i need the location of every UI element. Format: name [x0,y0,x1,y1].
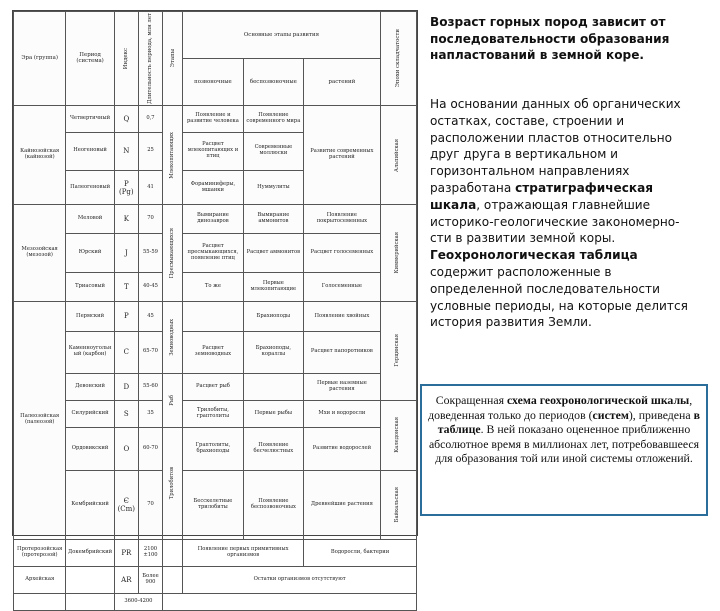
stage-cell [163,567,183,594]
period-cell: Палеогеновый [66,170,114,205]
table-row [14,205,417,233]
period-cell: Триасовый [66,273,114,301]
folding-cell: Каледонская [380,400,416,470]
era-cell: Протерозойская (протерозой) [14,540,66,567]
table-row [14,301,417,332]
plants-cell: Расцвет голосеменных [304,233,381,273]
vertebrates-cell [183,301,243,332]
period-cell [66,594,114,610]
era-cell: Архейская [14,567,66,594]
period-cell: Докембрийский [66,540,114,567]
invertebrates-cell: Брахиоподы [243,301,303,332]
index-cell: O [114,427,138,470]
plants-cell: Появление хвойных [304,301,381,332]
caption-box [420,384,708,516]
folding-cell: Альпийская [380,105,416,204]
vertebrates-cell: Фораминиферы, мшанки [183,170,243,205]
period-cell [66,567,114,594]
caption-term-scheme: схема геохронологической шкалы [506,393,690,407]
index-cell: T [114,273,138,301]
vertebrates-cell: Расцвет земноводных [183,332,243,373]
plants-cell: Расцвет папоротников [304,332,381,373]
vertebrates-cell: Появление и развитие человека [183,105,243,132]
header-invertebrates: беспозвоночные [243,58,303,105]
header-period: Период (система) [66,12,114,106]
caption-text-4: . В ней показано оцененное приближенно абсолютное время в миллионах лет, потребовавшееся для образования той или иной системы отложений. [428,422,700,466]
header-plants: растений [304,58,381,105]
duration-cell: Более 900 [138,567,162,594]
stage-cell: Трилобитов [163,427,183,540]
period-cell: Неогеновый [66,133,114,171]
table-row [14,233,417,273]
index-cell: D [114,373,138,400]
duration-cell: 70 [138,205,162,233]
vertebrates-cell: Расцвет пресмыкающихся, появление птиц [183,233,243,273]
index-cell: P [114,301,138,332]
duration-cell: 2100 ±100 [138,540,162,567]
stage-cell: Млекопитающих [163,105,183,204]
vertebrates-cell: Расцвет рыб [183,373,243,400]
stage-cell: Земноводных [163,301,183,373]
vertebrates-cell: Появление первых примитивных организмов [183,540,304,567]
duration-cell: 41 [138,170,162,205]
footer-duration-cell: 3600-4200 [114,594,162,610]
invertebrates-cell: Нуммулиты [243,170,303,205]
index-cell: N [114,133,138,171]
body-text-3: содержит расположенные в определенной последовательности условные периоды, на которые делится история развития Земли. [430,264,688,330]
folding-cell: Киммерийская [380,205,416,301]
period-cell: Пермский [66,301,114,332]
invertebrates-cell: Первые млекопитающие [243,273,303,301]
period-cell: Силурийский [66,400,114,427]
caption-term-systems: систем [592,407,629,422]
caption-text-1: Сокращенная [435,393,505,407]
duration-cell: 60-70 [138,427,162,470]
duration-cell: 40-45 [138,273,162,301]
index-cell: Є (Cm) [114,470,138,539]
invertebrates-cell: Брахиоподы, кораллы [243,332,303,373]
vertebrates-cell: Расцвет млекопитающих и птиц [183,133,243,171]
index-cell: PR [114,540,138,567]
header-index: Индекс [114,12,138,106]
vertebrates-cell: Бесскелетные трилобиты [183,470,243,539]
period-cell: Меловой [66,205,114,233]
vertebrates-cell: Трилобиты, граптолиты [183,400,243,427]
table-row [14,105,417,132]
stage-cell: Пресмыкающихся [163,205,183,301]
stage-cell: Рыб [163,373,183,427]
invertebrates-cell: Первые рыбы [243,400,303,427]
plants-cell: Древнейшие растения [304,470,381,539]
duration-cell: 25 [138,133,162,171]
era-cell: Кайнозойская (кайнозой) [14,105,66,204]
geochronological-table-image [12,10,418,604]
vertebrates-cell: То же [183,273,243,301]
period-cell: Юрский [66,233,114,273]
plants-cell: Первые наземные растения [304,373,381,400]
folding-cell: Байкальская [380,470,416,539]
invertebrates-cell: Появление бесчелюстных [243,427,303,470]
duration-cell: 70 [138,470,162,539]
period-cell: Девонский [66,373,114,400]
index-cell: P (Pg) [114,170,138,205]
table-row [14,540,417,567]
header-stage: Этапы [163,12,183,106]
table-row [14,332,417,373]
plants-cell: Водоросли, бактерии [304,540,417,567]
invertebrates-cell: Вымирание аммонитов [243,205,303,233]
plants-cell: Развитие водорослей [304,427,381,470]
body-text-1: На основании данных об органических остатках, составе, строении и расположении пластов относительно друг друга в вертикальном и горизонтальном направлениях разработана [430,97,681,195]
heading-paragraph: Возраст горных пород зависит от последовательности образования напластований в земной коре. [430,15,670,62]
index-cell: J [114,233,138,273]
table-row [14,273,417,301]
index-cell: K [114,205,138,233]
header-era: Эра (группа) [14,12,66,106]
period-cell: Кембрийский [66,470,114,539]
header-vertebrates: позвоночные [183,58,243,105]
duration-cell: 35 [138,400,162,427]
table-row [14,373,417,400]
plants-cell: Мхи и водоросли [304,400,381,427]
caption-text-2: , доведенная только до периодов ( [428,393,693,422]
table-row [14,594,417,610]
duration-cell: 55-60 [138,373,162,400]
invertebrates-cell: Современные моллюски [243,133,303,171]
invertebrates-cell: Появление современного мира [243,105,303,132]
invertebrates-cell: Расцвет аммонитов [243,233,303,273]
term-geochronological-table: Геохронологическая таблица [430,248,638,263]
era-cell: Мезозойская (мезозой) [14,205,66,301]
duration-cell: 65-70 [138,332,162,373]
invertebrates-cell: Появление беспозвоночных [243,470,303,539]
caption-text-3: ), приведена [628,407,691,422]
vertebrates-cell: Остатки организмов отсутствуют [183,567,417,594]
header-folding: Эпохи складчатости [380,12,416,106]
era-cell: Палеозойская (палеозой) [14,301,66,539]
index-cell: C [114,332,138,373]
folding-cell: Герцинская [380,301,416,400]
index-cell: S [114,400,138,427]
index-cell: Q [114,105,138,132]
period-cell: Ордовикский [66,427,114,470]
stage-cell [163,540,183,567]
geochronological-table [13,11,417,611]
period-cell: Четвертичный [66,105,114,132]
invertebrates-cell [243,373,303,400]
body-paragraph [430,96,698,331]
plants-cell: Появление покрытосеменных [304,205,381,233]
table-row [14,567,417,594]
duration-cell: 55-59 [138,233,162,273]
era-cell [14,594,66,610]
vertebrates-cell: Вымирание динозавров [183,205,243,233]
table-row [14,470,417,539]
caption-term-table: в таблице [437,407,700,437]
plants-cell: Голосеменные [304,273,381,301]
header-duration: Длительность периода, млн лет [138,12,162,106]
body-text-2: , отражающая главнейшие историко-геологические закономерно-сти в развитии земной коры. [430,197,680,246]
table-row [14,427,417,470]
empty-cell [163,594,417,610]
table-row [14,400,417,427]
header-life-main: Основные этапы развития [183,12,380,59]
index-cell: AR [114,567,138,594]
duration-cell: 45 [138,301,162,332]
vertebrates-cell: Граптолиты, брахиоподы [183,427,243,470]
term-stratigraphic-scale: стратиграфическая шкала [430,180,654,212]
plants-cell: Развитие современных растений [304,105,381,204]
duration-cell: 0,7 [138,105,162,132]
period-cell: Каменноугольный (карбон) [66,332,114,373]
